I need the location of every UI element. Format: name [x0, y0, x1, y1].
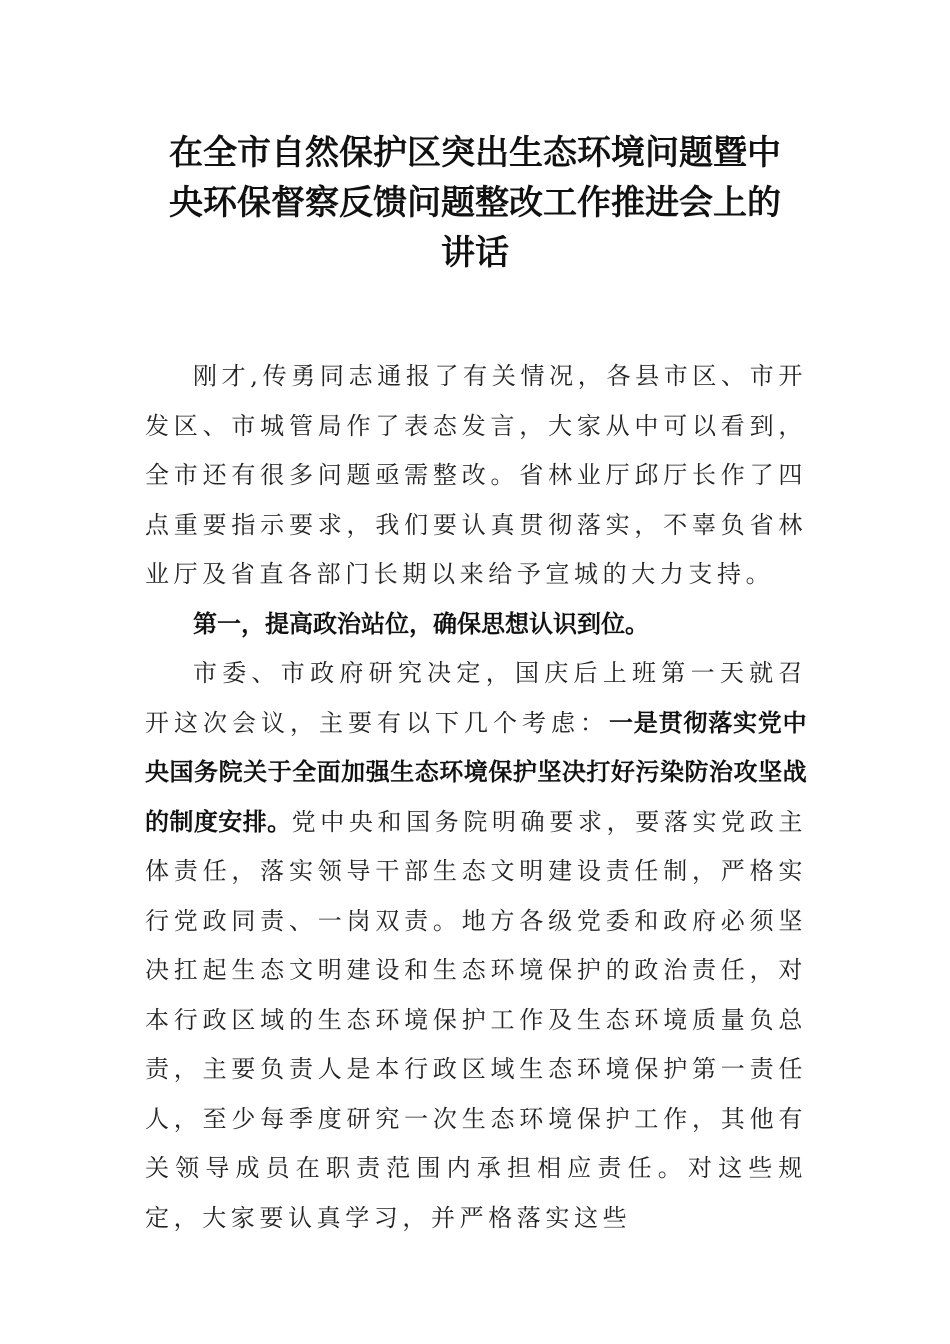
- title-line-3: 讲话: [441, 233, 509, 273]
- paragraph-bold-point: 一是贯彻落实党中央国务院关于全面加强生态环境保护坚决打好污染防治攻坚战的制度安排。: [145, 708, 807, 836]
- opening-paragraph: 刚才,传勇同志通报了有关情况，各县市区、市开发区、市城管局作了表态发言，大家从中可以看到，全市还有很多问题亟需整改。省林业厅邱厅长作了四点重要指示要求，我们要认真贯彻落实，不辜负省林业厅及省直各部门长期以来给予宣城的大力支持。: [145, 362, 807, 588]
- title-line-1: 在全市自然保护区突出生态环境问题暨中: [169, 133, 781, 173]
- paragraph-intro-text: 市委、市政府研究决定，国庆后上班第一天就召开这次会议，主要有以下几个考虑：: [145, 659, 807, 737]
- document-body: [145, 352, 807, 1243]
- section-1-paragraph: [145, 649, 807, 1243]
- section-heading-1: 第一，提高政治站位，确保思想认识到位。: [193, 609, 649, 638]
- document-title: [145, 128, 805, 278]
- paragraph-rest-text: 党中央和国务院明确要求，要落实党政主体责任，落实领导干部生态文明建设责任制，严格实行党政同责、一岗双责。地方各级党委和政府必须坚决扛起生态文明建设和生态环境保护的政治责任，对本行政区域的生态环境保护工作及生态环境质量负总责，主要负责人是本行政区域生态环境保护第一责任人，至少每季度研究一次生态环境保护工作，其他有关领导成员在职责范围内承担相应责任。对这些规定，大家要认真学习，并严格落实这些: [145, 807, 807, 1232]
- title-line-2: 央环保督察反馈问题整改工作推进会上的: [169, 183, 781, 223]
